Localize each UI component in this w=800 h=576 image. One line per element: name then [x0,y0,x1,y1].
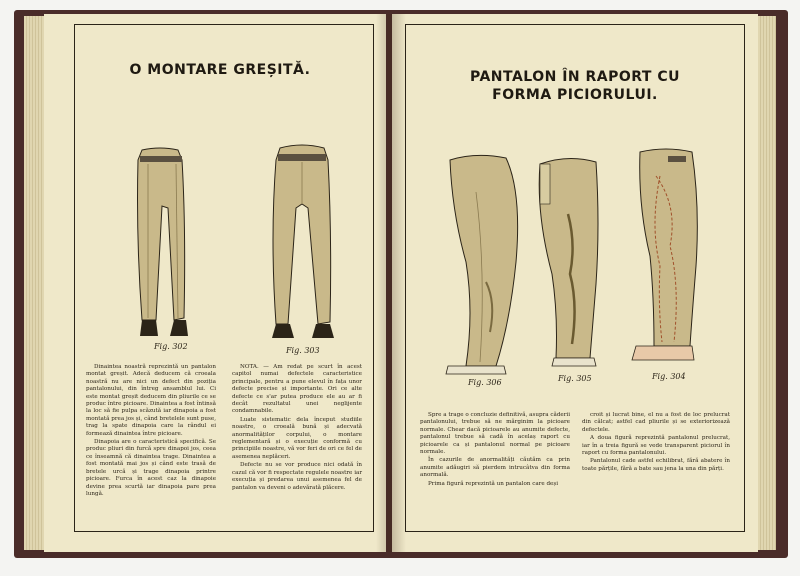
paragraph: Pantalonul cade astfel echilibrat, fără abatere în toate părțile, fără a bate sau jena la una din părți. [582,458,730,472]
trousers-side-pressed-illustration [534,154,604,368]
figure-caption: Fig. 305 [558,374,592,383]
paragraph: croit și lucrat bine, el nu a fost de loc prelucrat din călcat; astfel cad pliurile și se exteriorizează defectele. [582,412,730,433]
left-text-column-2 [232,364,362,493]
paragraph: Luate sistematic dela început studiile noastre, o croeală bună și adecvată anormalităților corpului, o montare reglementară și o execuție conformă cu principiile noastre, vă vor feri de ori ce fel de asemenea neplăceri. [232,416,362,460]
left-text-column-1 [86,364,216,499]
figure-caption: Fig. 302 [154,342,188,351]
page-edges-right [758,16,776,550]
right-page-title-line-1: PANTALON ÎN RAPORT CU [469,69,681,85]
paragraph: În cazurile de anormalități căutăm ca prin anumite adăugiri să pierdem intrucâtva din forma anormală. [420,457,570,479]
paragraph: A doua figură reprezintă pantalonul prelucrat, iar în a treia figură se vede transparent piciorul în raport cu forma pantalonului. [582,435,730,457]
paragraph: Prima figură reprezintă un pantalon care deși [428,480,558,487]
page-edges-left [24,16,44,550]
trousers-transparent-leg-illustration [630,146,702,368]
trousers-side-unpressed-illustration [446,152,526,380]
paragraph: Defecte nu se vor produce nici odată în cazul că vor fi respectate regulele noastre iar execuția și predarea unui asemenea fel de pantalon va deveni o adevărată plăcere. [232,462,362,491]
right-text-column-1 [420,412,570,489]
paragraph: Dinaintea noastră reprezintă un pantalon montat greșit. Adecă deducem că croeala noastră nu are nici un defect din poziția pantalonului, din întreg ansamblul lui. Ci este montat greșit deducem din pliurile ce se produc între picioare. Dinaintea a fost întinsă la loc să fie pulpa scăzută iar dinapoia a fost montată prea jos și, când bretelele sunt puse, trag la spate dinapoia care la rândul ei formează dinaintea între picioare. [86,364,216,437]
trousers-back-illustration [268,138,336,346]
trousers-front-illustration [128,148,192,343]
book-gutter [376,14,406,552]
paragraph: Dinapoia are o caracteristică specifică. Se produc pliuri din furcă spre dinapoi jos, ceea ce înseamnă că dinaintea trage. Dinaintea a fost montată mai jos și când este trasă de bretele urcă și trage dinapoia printre picioare. Furca în acest caz la dinapoie devine prea scurtă iar dinapoia pare prea lungă. [86,439,216,497]
paragraph: Spre a trage o concluzie definitivă, asupra căderii pantalonului, trebue să ne mărginim la picioare normale. Chear dacă picioarele au anumite defecte, pantalonul trebue să cadă în acelaș raport cu picioarele ca și pantalonul normal pe picioare normale. [420,412,570,456]
figure-caption: Fig. 306 [468,378,502,387]
figure-caption: Fig. 303 [286,346,320,355]
right-text-column-2 [582,412,730,474]
right-page-title [440,68,710,104]
right-page-title-line-2: FORMA PICIORULUI. [492,87,658,103]
left-page-title: O MONTARE GREȘITĂ. [129,62,311,78]
paragraph: NOTA. — Am redat pe scurt în acest capitol numai defectele caracteristice principale, pentru a pune elevul în fața unor defecte precise și importante. Ori ce alte defecte ce s'ar putea produce ele au ar fi decât rezultatul unei neglijente condamnabile. [232,364,362,415]
figure-caption: Fig. 304 [652,372,686,381]
